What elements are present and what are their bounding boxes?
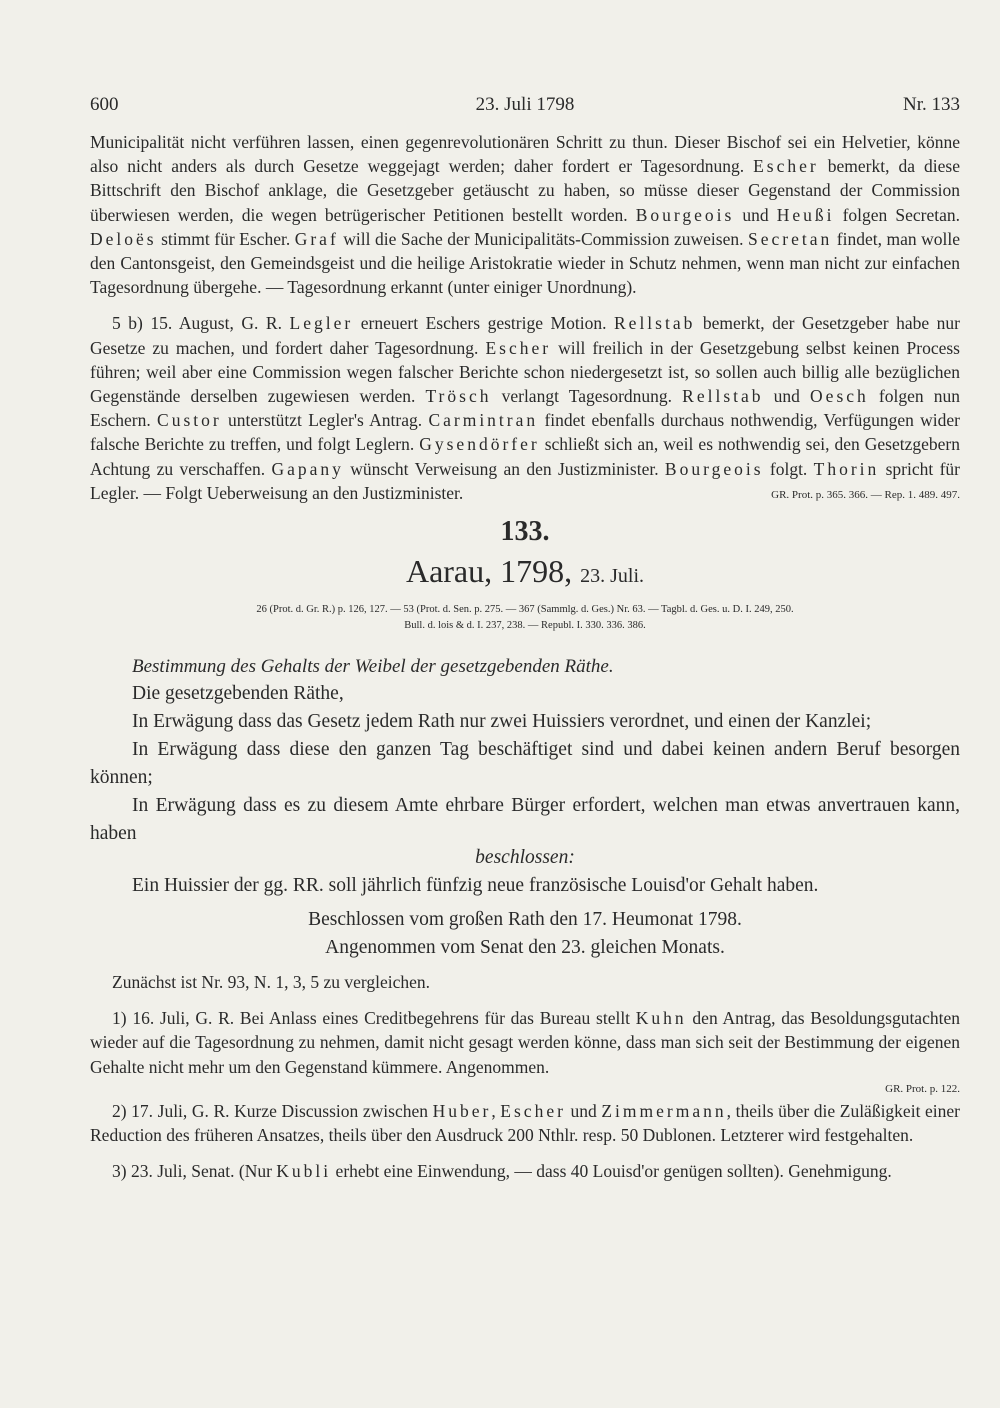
text-run: wünscht Verweisung an den Justizminister. (343, 458, 665, 479)
text-run: spricht für Legler. — Folgt Ueberweisung an den Justizminister. (90, 458, 960, 503)
text-run: 3) 23. Juli, Senat. (Nur (112, 1161, 277, 1182)
speaker-name: Legler (289, 313, 354, 334)
note-3 (90, 1159, 960, 1183)
speaker-name: Zimmermann (601, 1100, 727, 1121)
text-run: will die Sache der Municipalitäts-Commission zuweisen. (338, 228, 749, 249)
header-document-number: Nr. 133 (903, 94, 960, 115)
speaker-name: Thorin (813, 458, 880, 479)
text-run: folgen nun Eschern. (90, 386, 961, 431)
text-run: 2) 17. Juli, G. R. Kurze Discussion zwischen (112, 1100, 433, 1121)
text-run: schließt sich an, weil es nothwendig sei, den Gesetzgebern Achtung zu verschaffen. (90, 434, 960, 479)
document-title (90, 551, 960, 596)
speaker-name: Gapany (271, 458, 344, 479)
paragraph-5b (90, 311, 960, 505)
header-date: 23. Juli 1798 (475, 94, 575, 115)
top-paragraph (90, 130, 960, 299)
speaker-name: Kubli (276, 1161, 332, 1182)
source-reference: GR. Prot. p. 365. 366. — Rep. 1. 489. 497. (771, 489, 960, 502)
note-1 (90, 1006, 960, 1079)
text-run: und (734, 204, 777, 225)
speaker-name: Bourgeois (635, 204, 735, 225)
sources-line: Bull. d. lois & d. I. 237, 238. — Republ. I. 330. 336. 386. (404, 620, 646, 632)
text-run: findet ebenfalls durchaus nothwendig, Verfügungen wider falsche Berichte zu treffen, und folgt Leglern. (90, 410, 960, 455)
document-date: 23. Juli. (580, 565, 645, 588)
speaker-name: Kuhn (635, 1008, 687, 1029)
decree-resolved: beschlossen: (475, 847, 575, 869)
page-number: 600 (90, 94, 119, 115)
text-run: bemerkt, da diese Bittschrift den Bischof anklage, die Gesetzgeber getäuscht zu haben, so müsse dieser Gegenstand der Commission überwiesen werden, die wegen betrügerischer Petitionen bestellt worden. (90, 156, 960, 225)
page-header (90, 94, 960, 122)
notes-section (90, 970, 960, 1183)
spacer (90, 1147, 960, 1159)
speaker-name: Escher (485, 337, 552, 358)
spacer (90, 994, 960, 1006)
text-run: und (565, 1100, 602, 1121)
text-run: folgt. (763, 458, 814, 479)
decree-accepted: Angenommen vom Senat den 23. gleichen Monats. (325, 937, 725, 959)
text-run: bemerkt, der Gesetzgeber habe nur Gesetze zu machen, und fordert daher Tagesordnung. (90, 313, 960, 358)
decree-text (90, 680, 960, 962)
source-reference: GR. Prot. p. 122. (885, 1082, 960, 1095)
page-body (90, 130, 960, 1183)
speaker-name: Secretan (748, 228, 833, 249)
decree-line: Ein Huissier der gg. RR. soll jährlich fünfzig neue französische Louisd'or Gehalt haben. (132, 875, 819, 897)
decree-line: Die gesetzgebenden Räthe, (132, 683, 344, 705)
speaker-name: Rellstab (682, 386, 764, 407)
text-run: folgen Secretan. (834, 204, 960, 225)
speaker-name: Custor (157, 410, 222, 431)
spacer (90, 299, 960, 311)
text-run: 5 b) 15. August, G. R. (112, 313, 290, 334)
text-run: verlangt Tagesordnung. (491, 386, 683, 407)
speaker-name: Oesch (810, 386, 869, 407)
notes-intro: Zunächst ist Nr. 93, N. 1, 3, 5 zu vergleichen. (112, 972, 431, 993)
speaker-name: Huber (432, 1100, 492, 1121)
speaker-name: Trösch (425, 386, 492, 407)
decree-line: In Erwägung dass diese den ganzen Tag beschäftiget sind und dabei keinen andern Beruf besorgen können; (90, 739, 960, 789)
speaker-name: Heußi (776, 204, 835, 225)
text-run: erneuert Eschers gestrige Motion. (353, 313, 614, 334)
document-sources (90, 602, 960, 634)
decree-line: In Erwägung dass es zu diesem Amte ehrbare Bürger erfordert, welchen man etwas anvertrauen kann, haben (90, 795, 960, 845)
speaker-name: Deloës (90, 228, 157, 249)
decree-line: In Erwägung dass das Gesetz jedem Rath nur zwei Huissiers verordnet, und einen der Kanzlei; (132, 711, 872, 733)
note-2 (90, 1099, 960, 1147)
text-run: stimmt für Escher. (156, 228, 295, 249)
text-run: , theils über die Zuläßigkeit einer Reduction des früheren Ansatzes, theils über den Ausdruck 200 Nthlr. resp. 50 Dublonen. Letzterer wird festgehalten. (90, 1100, 960, 1146)
sources-line: 26 (Prot. d. Gr. R.) p. 126, 127. — 53 (Prot. d. Sen. p. 275. — 367 (Sammlg. d. Ges.) Nr. 63. — Tagbl. d. Ges. u. D. I. 249, 250. (256, 604, 794, 616)
text-run: und (763, 386, 811, 407)
text-run: unterstützt Legler's Antrag. (221, 410, 429, 431)
speaker-name: Carmintran (428, 410, 539, 431)
document-year: 1798, (500, 553, 573, 590)
text-run: 1) 16. Juli, G. R. Bei Anlass eines Creditbegehrens für das Bureau stellt (112, 1008, 636, 1029)
speaker-name: Gysendörfer (419, 434, 540, 455)
speaker-name: Rellstab (614, 313, 696, 334)
text-run: den Antrag, das Besoldungsgutachten wieder auf die Tagesordnung zu nehmen, damit nicht gesagt werden könne, dass man sich seit der Bestimmung der eigenen Gehalte nicht mehr um den Gegenstand kümmere. Angenommen. (90, 1008, 960, 1077)
document-place: Aarau, (405, 553, 493, 590)
text-run: will freilich in der Gesetzgebung selbst keinen Process führen; weil aber eine Commission wegen falscher Berichte schon niedergesetzt ist, so sollen auch billig alle bezüglichen Gegenstände derselben zugewiesen werden. (90, 337, 960, 407)
text-run: findet, man wolle den Cantonsgeist, den Gemeindsgeist und die heilige Aristokratie wieder in Schutz nehmen, wenn man nicht zur einfachen Tagesordnung übergehe. — Tagesordnung erkannt (unter einiger Unordnung). (90, 228, 961, 298)
speaker-name: Graf (294, 228, 339, 249)
document-number: 133. (500, 516, 550, 548)
speaker-name: Bourgeois (664, 458, 764, 479)
text-run: erhebt eine Einwendung, — dass 40 Louisd'or genügen sollten). Genehmigung. (331, 1161, 892, 1182)
speaker-name: Escher (500, 1100, 566, 1121)
decree-heading: Bestimmung des Gehalts der Weibel der gesetzgebenden Räthe. (132, 656, 614, 678)
text-run: Municipalität nicht verführen lassen, einen gegenrevolutionären Schritt zu thun. Dieser Bischof sei ein Helvetier, könne also nicht anders als durch Gesetze weggejagt werden; daher fordert er Tagesordnung. (90, 132, 960, 177)
text-run: , (491, 1100, 501, 1121)
decree-adopted: Beschlossen vom großen Rath den 17. Heumonat 1798. (308, 909, 742, 931)
speaker-name: Escher (753, 156, 819, 177)
